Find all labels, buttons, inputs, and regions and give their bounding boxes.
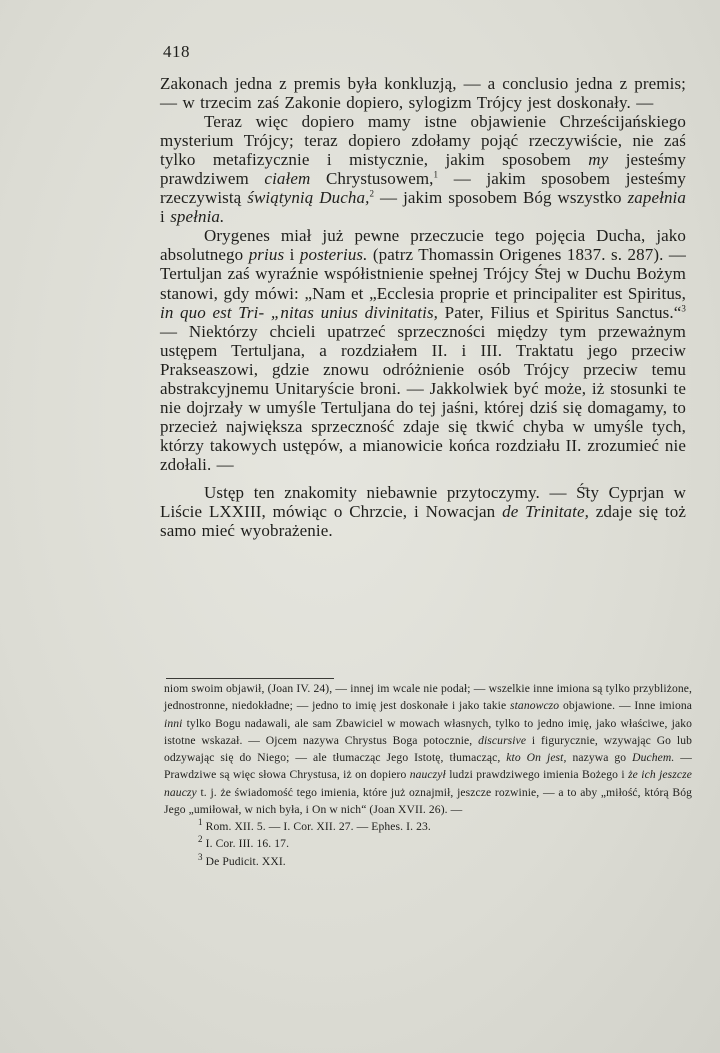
text-run: tylko Bogu nadawali, ale sam Zbawiciel w mowach własnych, tylko to jedno imię, jako właściwe, jako istotne wskazał. — Ojcem nazywa Chrystus Boga potocznie, — [164, 716, 692, 747]
italic-run: spełnia. — [170, 207, 225, 227]
footnote-2 — [164, 835, 692, 852]
paragraph-2 — [160, 112, 686, 226]
footnote-divider — [166, 678, 334, 679]
text-run: i — [160, 207, 171, 227]
text-run: t. j. że świadomość tego imienia, które już oznajmił, jeszcze rozwinie, — a to aby „miłość, którą Bóg Jego „umiłował, w nich była, i On w nich“ (Joan XVII. 26). — — [164, 785, 692, 816]
text-run: — jakim sposobem jesteśmy rzeczywistą — [160, 169, 686, 208]
text-run: zdaje się toż samo mieć wyobrażenie. — [160, 502, 686, 541]
italic-run: de Trinitate, — [502, 502, 589, 522]
footnotes — [164, 680, 692, 870]
italic-run: prius — [248, 245, 285, 265]
text-run: Pater, Filius et Spiritus Sanctus.“ — [438, 302, 682, 322]
italic-run: my — [588, 150, 609, 170]
text-run: Ustęp ten znakomity niebawnie przytoczymy. — Ś̄ty Cyprjan w Liście LXXIII, mówiąc o Chrzcie, i Nowacjan — [160, 482, 686, 522]
italic-run: zapełnia — [627, 188, 686, 208]
text-run: — Niektórzy chcieli upatrzeć sprzeczności między tym przeważnym ustępem Tertuljana, a rozdziałem II. i III. Traktatu jego przeciw Prakseaszowi, gdzie znowu odróżnienie osób Trójcy przeciw temu abstrakcyjnemu Unitaryście broni. — Jakkolwiek być może, iż stosunki te nie dojrzały w umyśle Tertuljana do tej jaśni, której dziś się domagamy, to przecież największa sprzeczność zdaje się tkwić chyba w umyśle tych, którzy takowych ustępów, a mianowicie końca rozdziału II. zrozumieć nie zdołali. — — [160, 321, 686, 474]
text-run: Teraz więc dopiero mamy istne objawienie Chrześcijańskiego mysterium Trójcy; teraz dopiero zdołamy pojąć rzeczywiście, nie zaś tylko metafizycznie i mistycznie, jakim sposobem — [160, 112, 686, 170]
italic-run: że ich jeszcze nauczy — [164, 768, 692, 799]
footnote-ref-1: 1 — [433, 169, 439, 180]
footnote-text: De Pudicit. XXI. — [202, 854, 286, 868]
text-run: — Prawdziwe są więc słowa Chrystusa, iż on dopiero — [164, 751, 692, 782]
italic-run: stanowczo — [509, 699, 560, 713]
paragraph-3 — [160, 226, 686, 474]
footnote-1 — [164, 818, 692, 835]
italic-run: in quo est Tri- „nitas unius divinitatis, — [160, 302, 439, 322]
footnote-mark: 1 — [198, 817, 203, 828]
footnote-continuation — [164, 680, 692, 818]
text-run: i figurycznie, wzywając Go lub odzywając się do Niego; — ale tłumacząc Jego Istotę, tłumacząc, — [164, 733, 692, 764]
text-run: Chrystusowem, — [310, 169, 434, 189]
italic-run: kto On jest, — [506, 751, 567, 764]
text-run: objawione. — Inne imiona — [559, 699, 692, 713]
italic-run: Duchem. — [632, 751, 675, 764]
text-run: jesteśmy prawdziwem — [160, 150, 686, 189]
italic-run: świątynią Ducha, — [247, 188, 370, 208]
footnote-mark: 2 — [198, 834, 203, 845]
italic-run: nauczył — [409, 768, 446, 782]
footnote-ref-3: 3 — [681, 302, 686, 313]
italic-run: inni — [164, 716, 183, 730]
text-run: ludzi prawdziwego imienia Bożego i — [445, 768, 629, 782]
footnote-text: I. Cor. III. 16. 17. — [202, 837, 290, 851]
text-run: niom swoim objawił, (Joan IV. 24), — innej im wcale nie podał; — wszelkie inne imiona są tylko przybliżone, jednostronne, niedokładne; — jedno to imię jest doskonałe i jako takie — [164, 682, 692, 713]
footnote-mark: 3 — [198, 851, 203, 862]
text-run: (patrz Thomassin Origenes 1837. s. 287). — Tertuljan zaś wyraźnie współistnienie spełnej Trójcy Ś̄tej w Duchu Bożym stanowi, gdy mówi: „Nam et „Ecclesia proprie et principaliter est Spiritus, — [160, 245, 686, 303]
footnote-ref-2: 2 — [369, 188, 375, 199]
footnote-3 — [164, 853, 692, 870]
text-run: — jakim sposobem Bóg wszystko — [374, 188, 628, 208]
main-text — [160, 74, 686, 540]
italic-run: ciałem — [264, 169, 311, 189]
text-run: Orygenes miał już pewne przeczucie tego pojęcia Ducha, jako absolutnego — [160, 226, 686, 265]
text-run: nazywa go — [566, 751, 633, 764]
paragraph-1: Zakonach jedna z premis była konkluzją, — a conclusio jedna z premis; — w trzecim zaś Zakonie dopiero, sylogizm Trójcy jest doskonały. — — [160, 74, 686, 113]
text-run: i — [284, 245, 300, 265]
paragraph-4 — [160, 483, 686, 540]
italic-run: posterius. — [299, 245, 368, 265]
italic-run: discursive — [478, 733, 527, 747]
footnote-text: Rom. XII. 5. — I. Cor. XII. 27. — Ephes. I. 23. — [202, 820, 431, 833]
page-number: 418 — [163, 42, 190, 61]
